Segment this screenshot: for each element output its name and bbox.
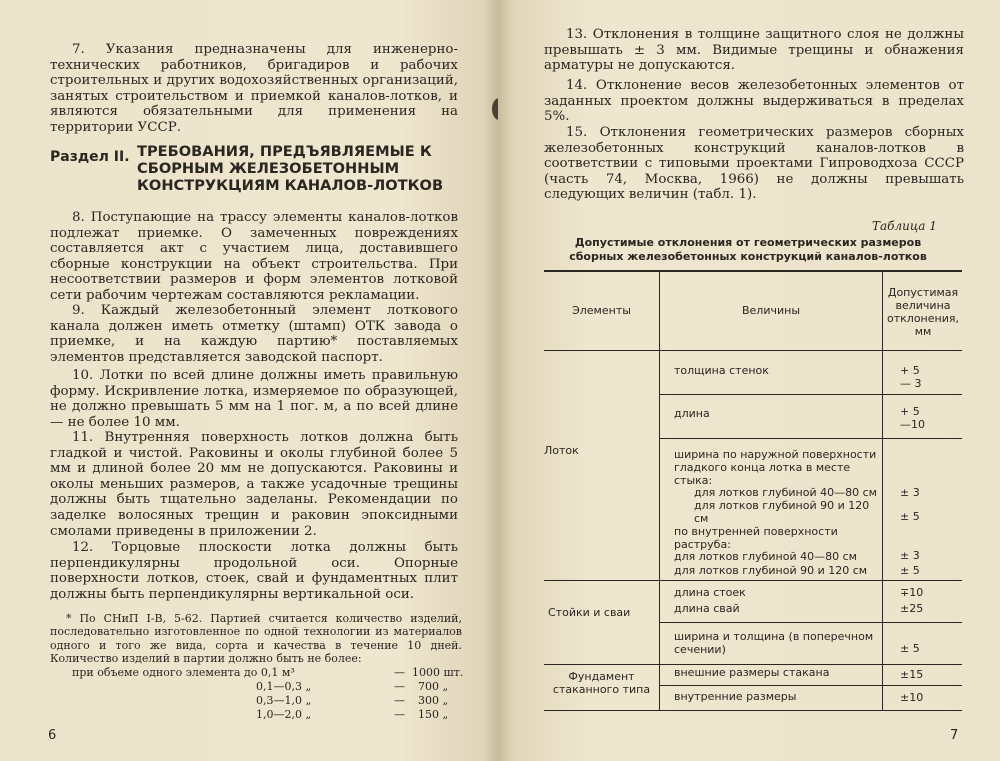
qty-label: 0,1—0,3 „ <box>256 680 312 693</box>
row-text: по внутренней поверхности раструба: <box>674 525 838 551</box>
paragraph-7: 7. Указания предназначены для инженерно-технических работников, бригадиров и рабочих строительных и других водохозяйственных организаций, занятых строительством и приемкой каналов-лотков, и являются обязательными для применения на территории УССР. <box>50 42 458 135</box>
qty-value: 700 „ <box>418 680 449 693</box>
qty-dash: — <box>394 680 405 693</box>
qty-value: 150 „ <box>418 708 449 721</box>
row-value: ± 3 <box>900 486 920 499</box>
row-value: ± 5 <box>900 642 920 655</box>
row-value: ±10 <box>900 691 924 704</box>
row-text: внешние размеры стакана <box>674 666 830 679</box>
row-value: ±25 <box>900 602 924 615</box>
group-tray: Лоток <box>544 444 579 457</box>
header-values: Величины <box>741 304 801 317</box>
group-posts-piles: Стойки и сваи <box>548 606 631 619</box>
row-text: длина свай <box>674 602 740 615</box>
row-text: ширина по наружной поверхности гладкого конца лотка в месте стыка: <box>674 448 877 487</box>
row-value: ∓10 <box>900 586 924 599</box>
row-value: ±15 <box>900 668 924 681</box>
qty-dash: — <box>394 708 405 721</box>
row-text: длина <box>674 407 710 420</box>
table-rule <box>544 350 962 351</box>
qty-label: 1,0—2,0 „ <box>256 708 312 721</box>
left-page <box>0 0 498 761</box>
row-text: для лотков глубиной 90 и 120 см <box>694 499 870 525</box>
row-text: ширина и толщина (в поперечном сечении) <box>674 630 874 656</box>
paragraph-14: 14. Отклонение весов железобетонных элементов от заданных проектом должны выдерживаться в пределах 5%. <box>544 78 964 125</box>
table-rule <box>882 272 883 710</box>
table-rule <box>660 685 962 686</box>
row-value: ± 5 <box>900 510 920 523</box>
row-value: + 5 —10 <box>900 405 925 431</box>
paragraph-8: 8. Поступающие на трассу элементы каналов-лотков подлежат приемке. О замеченных повреждениях составляется акт с участием лица, доставившего сборные конструкции на объект строительства. При несоответствии размеров и форм элементов лотковой сети рабочим чертежам составляются рекламации. <box>50 210 458 303</box>
group-foundation: Фундамент стаканного типа <box>552 670 651 696</box>
paragraph-10: 10. Лотки по всей длине должны иметь правильную форму. Искривление лотка, измеряемое по образующей, не должно превышать 5 мм на 1 пог. м, а по всей длине — не более 10 мм. <box>50 368 458 430</box>
row-text: длина стоек <box>674 586 746 599</box>
paragraph-9: 9. Каждый железобетонный элемент лоткового канала должен иметь отметку (штамп) ОТК завода о приемке, и на каждую партию* поставляемых элементов представляется заводской паспорт. <box>50 303 458 365</box>
table-rule <box>660 438 962 439</box>
qty-label: 0,3—1,0 „ <box>256 694 312 707</box>
header-deviation: Допустимая величина отклонения, мм <box>887 286 959 338</box>
table-rule <box>659 272 660 710</box>
table-rule <box>660 622 962 623</box>
qty-value: 300 „ <box>418 694 449 707</box>
paragraph-11: 11. Внутренняя поверхность лотков должна быть гладкой и чистой. Раковины и околы глубиной более 5 мм и длиной более 20 мм не допускаются. Раковины и околы меньших размеров, а также усадочные трещины должны быть тщательно заделаны. Рекомендации по заделке волосяных трещин и раковин эпоксидными смолами приведены в приложении 2. <box>50 430 458 539</box>
row-text: внутренние размеры <box>674 690 797 703</box>
table-rule <box>544 664 962 665</box>
row-value: + 5 — 3 <box>900 364 922 390</box>
table-title: Допустимые отклонения от геометрических размеров сборных железобетонных конструкций каналов-лотков <box>569 236 927 263</box>
row-value: ± 5 <box>900 564 920 577</box>
footnote: * По СНиП I-В, 5-62. Партией считается количество изделий, последовательно изготовленное по одной технологии из материалов одного и того же вида, сорта и качества в течение 10 дней. Количество изделий в партии должно быть не более: <box>50 612 462 666</box>
qty-dash: — <box>394 666 405 679</box>
table-rule <box>544 580 962 581</box>
header-elements: Элементы <box>572 304 631 317</box>
row-text: для лотков глубиной 40—80 см <box>674 550 857 563</box>
qty-dash: — <box>394 694 405 707</box>
page-number-right: 7 <box>950 728 959 743</box>
qty-label: при объеме одного элемента до 0,1 м³ <box>72 666 295 679</box>
paragraph-15: 15. Отклонения геометрических размеров сборных железобетонных конструкций каналов-лотков в соответствии с типовыми проектами Гипроводхоза СССР (часть 74, Москва, 1966) не должны превышать следующих величин (табл. 1). <box>544 125 964 203</box>
deviation-table <box>544 270 962 711</box>
qty-value: 1000 шт. <box>412 666 464 679</box>
paragraph-13: 13. Отклонения в толщине защитного слоя не должны превышать ± 3 мм. Видимые трещины и обнажения арматуры не допускаются. <box>544 27 964 74</box>
row-text: для лотков глубиной 90 и 120 см <box>674 564 868 577</box>
page-number-left: 6 <box>48 728 57 743</box>
section-title: ТРЕБОВАНИЯ, ПРЕДЪЯВЛЯЕМЫЕ К СБОРНЫМ ЖЕЛЕЗОБЕТОННЫМ КОНСТРУКЦИЯМ КАНАЛОВ-ЛОТКОВ <box>137 143 444 194</box>
section-label: Раздел II. <box>50 149 130 165</box>
row-text: для лотков глубиной 40—80 см <box>694 486 877 499</box>
row-value: ± 3 <box>900 549 920 562</box>
table-rule <box>660 394 962 395</box>
paragraph-12: 12. Торцовые плоскости лотка должны быть перпендикулярны продольной оси. Опорные поверхности лотков, стоек, свай и фундаментных плит должны быть перпендикулярны вертикальной оси. <box>50 540 458 602</box>
table-caption: Таблица 1 <box>872 219 937 233</box>
row-text: толщина стенок <box>674 364 769 377</box>
